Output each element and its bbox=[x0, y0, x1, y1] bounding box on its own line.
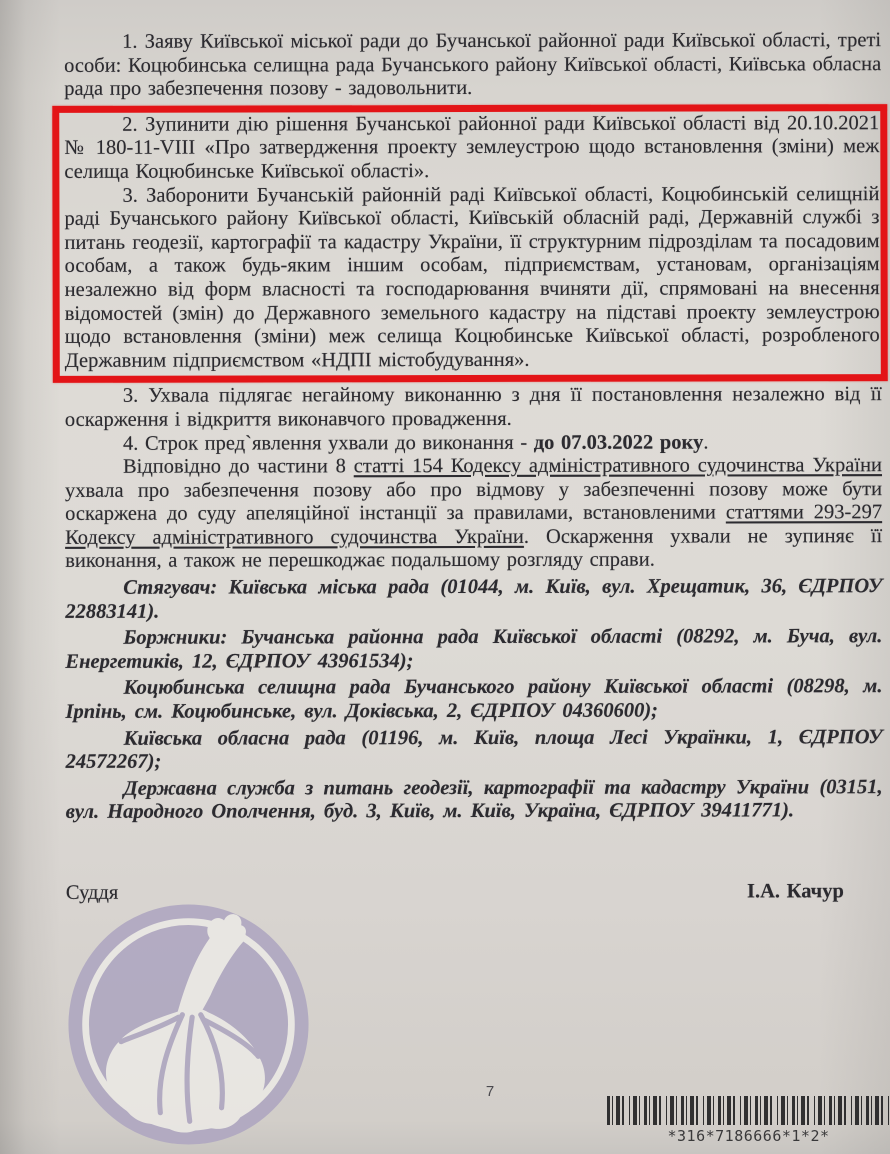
debtor-paragraph-2: Коцюбинська селищна рада Бучанського району Київської області (08298, м. Ірпінь, см. Коцюбинське, вул. Доківська, 2, ЄДРПОУ 04360600); bbox=[65, 675, 883, 723]
appeal-mid-text: ухвала про забезпечення позову або про відмову у забезпеченні позову може бути оскаржена до суду апеляційної інстанції за правилами, встановленими bbox=[65, 477, 883, 526]
paragraph-immediate-execution: 3. Ухвала підлягає негайному виконанню з дня її постановлення незалежно від її оскарження і відкриття виконавчого провадження. bbox=[64, 383, 882, 431]
deadline-date: до 07.03.2022 року bbox=[533, 431, 704, 454]
paragraph-operative-2: 2. Зупинити дію рішення Бучанської районної ради Київської області від 20.10.2021 № 180-11-VIII «Про затвердження проекту землеустрою щодо встановлення (зміни) меж селища Коцюбинське Київської області». bbox=[64, 111, 880, 183]
judge-name: І.А. Качур bbox=[746, 880, 844, 903]
garlic-logo-icon bbox=[66, 902, 311, 1147]
paragraph-appeal bbox=[65, 454, 882, 574]
deadline-text: 4. Строк пред`явлення ухвали до виконання - bbox=[122, 431, 534, 455]
barcode-text: *316*7186666*1*2* bbox=[667, 1127, 830, 1145]
claimant-paragraph: Стягувач: Київська міська рада (01044, м. Київ, вул. Хрещатик, 36, ЄДРПОУ 22883141). bbox=[65, 575, 883, 623]
debtor-paragraph-4: Державна служба з питань геодезії, картографії та кадастру України (03151, вул. Народного Ополчення, буд. 3, Київ, м. Київ, Україна, ЄДРПОУ 39411771). bbox=[65, 775, 883, 824]
appeal-tail-text: . Оскарження ухвали не зупиняє її виконання, а також не перешкоджає подальшому розгляду справи. bbox=[65, 525, 883, 573]
statute-reference-293-297: статтями 293-297 Кодексу адміністративного судочинства України bbox=[65, 501, 883, 549]
paragraph-deadline bbox=[65, 431, 882, 456]
debtor-paragraph-1: Боржники: Бучанська районна рада Київської області (08292, м. Буча, вул. Енергетиків, 12, ЄДРПОУ 43961534); bbox=[65, 625, 883, 673]
highlight-box bbox=[52, 104, 888, 383]
ruling-text bbox=[64, 29, 883, 905]
judge-label: Суддя bbox=[65, 881, 119, 904]
statute-reference-154: статті 154 Кодексу адміністративного судочинства України bbox=[353, 454, 883, 478]
barcode bbox=[607, 1096, 890, 1125]
paragraph-operative-1: 1. Заяву Київської міської ради до Бучанської районної ради Київської області, треті особи: Коцюбинська селищна рада Бучанського району Київської області, Київська обласна рада про забезпечення позову - задовольнити. bbox=[64, 29, 882, 101]
deadline-period: . bbox=[703, 431, 709, 454]
appeal-pre-text: Відповідно до частини 8 bbox=[122, 455, 354, 478]
page-number: 7 bbox=[485, 1083, 495, 1100]
paragraph-operative-3: 3. Заборонити Бучанській районній раді Київської області, Коцюбинській селищній раді Бучанського району Київської області, Київській обласній раді, Державній службі з питань геодезії, картографії та кадастру України, її структурним підрозділам та посадовим особам, а також будь-яким іншим особам, підприємствам, установам, організаціям незалежно від форм власності та господарювання вчиняти дії, спрямовані на внесення відомостей (змін) до Державного земельного кадастру на підставі проекту землеустрою щодо встановлення (зміни) меж селища Коцюбинське Київської області, розробленого Державним підприємством «НДПІ містобудування». bbox=[64, 182, 880, 372]
debtor-paragraph-3: Київська обласна рада (01196, м. Київ, площа Лесі Українки, 1, ЄДРПОУ 24572267); bbox=[65, 725, 883, 774]
